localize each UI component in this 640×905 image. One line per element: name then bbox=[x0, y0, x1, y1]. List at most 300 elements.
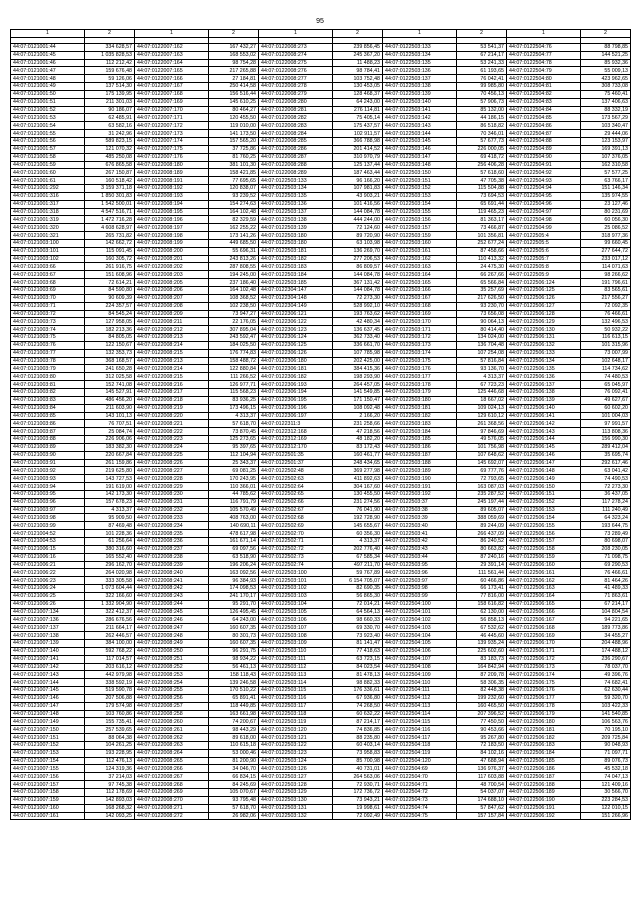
value-cell: 25 084,74 bbox=[85, 428, 135, 436]
value-cell: 70 195,10 bbox=[581, 726, 631, 734]
value-cell: 243 592,47 bbox=[209, 334, 259, 342]
table-row bbox=[11, 428, 631, 436]
cadastral-number-cell: 44:07:0122007:169 bbox=[135, 98, 209, 106]
value-cell: 208 230,05 bbox=[581, 545, 631, 553]
cadastral-number-cell: 44:07:0122506:178 bbox=[507, 702, 581, 710]
cadastral-number-cell: 44:07:0122503:44 bbox=[383, 553, 457, 561]
cadastral-number-cell: 44:07:0122502:69 bbox=[259, 522, 333, 530]
value-cell: 207 506,88 bbox=[85, 694, 135, 702]
value-cell: 65 045,97 bbox=[581, 381, 631, 389]
cadastral-number-cell: 44:07:0122503:136 bbox=[259, 200, 333, 208]
cadastral-number-cell: 44:07:0122506:174 bbox=[507, 671, 581, 679]
value-cell: 231 274,56 bbox=[333, 498, 383, 506]
cadastral-number-cell: 44:07:0121007:159 bbox=[11, 796, 85, 804]
cadastral-number-cell: 44:07:0122503:99 bbox=[383, 592, 457, 600]
cadastral-number-cell: 44:07:0122506:156 bbox=[507, 530, 581, 538]
table-row bbox=[11, 98, 631, 106]
table-row bbox=[11, 341, 631, 349]
value-cell: 4 313,37 bbox=[457, 373, 507, 381]
table-row bbox=[11, 624, 631, 632]
value-cell: 76 466,61 bbox=[581, 310, 631, 318]
value-cell: 176 774,83 bbox=[209, 349, 259, 357]
cadastral-number-cell: 44:07:0122008:238 bbox=[135, 553, 209, 561]
cadastral-number-cell: 44:07:0121003:66 bbox=[11, 263, 85, 271]
value-cell: 54 037,07 bbox=[457, 789, 507, 797]
cadastral-number-cell: 44:07:0122506:139 bbox=[507, 396, 581, 404]
value-cell: 44 186,15 bbox=[457, 114, 507, 122]
cadastral-number-cell: 44:07:0122008:223 bbox=[135, 436, 209, 444]
table-row bbox=[11, 475, 631, 483]
cadastral-number-cell: 44:07:0122502:48 bbox=[259, 467, 333, 475]
value-cell: 107 376,05 bbox=[581, 153, 631, 161]
cadastral-number-cell: 44:07:0122502:65 bbox=[259, 490, 333, 498]
table-row bbox=[11, 436, 631, 444]
table-row bbox=[11, 192, 631, 200]
value-cell: 98 266,62 bbox=[581, 271, 631, 279]
cadastral-number-cell: 44:07:0122008:228 bbox=[135, 475, 209, 483]
value-cell: 163 092,56 bbox=[209, 569, 259, 577]
value-cell: 63 518,90 bbox=[209, 553, 259, 561]
cadastral-number-cell: 44:07:0122503:146 bbox=[383, 145, 457, 153]
table-row bbox=[11, 569, 631, 577]
cadastral-number-cell: 44:07:0122506:135 bbox=[507, 365, 581, 373]
cadastral-number-cell: 44:07:0122008:192 bbox=[135, 185, 209, 193]
value-cell: 198 293,90 bbox=[333, 373, 383, 381]
value-cell: 110 615,18 bbox=[209, 741, 259, 749]
value-cell: 114 734,62 bbox=[581, 365, 631, 373]
cadastral-number-cell: 44:07:0122008:257 bbox=[135, 702, 209, 710]
table-row bbox=[11, 420, 631, 428]
value-cell: 90 609,39 bbox=[85, 294, 135, 302]
cadastral-number-cell: 44:07:0121007:156 bbox=[11, 773, 85, 781]
cadastral-number-cell: 44:07:0122506:145 bbox=[507, 443, 581, 451]
cadastral-number-cell: 44:07:0122008:214 bbox=[135, 341, 209, 349]
cadastral-number-cell: 44:07:0122503:42 bbox=[383, 538, 457, 546]
cadastral-number-cell: 44:07:0122506:125 bbox=[507, 287, 581, 295]
cadastral-number-cell: 44:07:0122506:128 bbox=[507, 310, 581, 318]
cadastral-number-cell: 44:07:0122503:102 bbox=[259, 585, 333, 593]
cadastral-number-cell: 44:07:0122503:133 bbox=[383, 43, 457, 51]
value-cell: 90 453,66 bbox=[457, 726, 507, 734]
table-row bbox=[11, 122, 631, 130]
table-row bbox=[11, 639, 631, 647]
cadastral-number-cell: 44:07:0122503:159 bbox=[383, 232, 457, 240]
value-cell: 676 865,58 bbox=[85, 161, 135, 169]
cadastral-number-cell: 44:07:0122504:102 bbox=[383, 616, 457, 624]
value-cell: 217 556,27 bbox=[581, 294, 631, 302]
cadastral-number-cell: 44:07:0122503:173 bbox=[383, 341, 457, 349]
value-cell: 67 585,34 bbox=[333, 553, 383, 561]
value-cell: 161 671,14 bbox=[209, 538, 259, 546]
cadastral-number-cell: 44:07:0122504:94 bbox=[507, 185, 581, 193]
value-cell: 85 700,98 bbox=[333, 757, 383, 765]
header-cell: 2 bbox=[581, 30, 631, 38]
cadastral-number-cell: 44:07:0122504:111 bbox=[383, 687, 457, 695]
value-cell: 74 200,67 bbox=[209, 718, 259, 726]
value-cell: 163 661,98 bbox=[209, 710, 259, 718]
table-row bbox=[11, 200, 631, 208]
cadastral-number-cell: 44:07:0122008:270 bbox=[135, 796, 209, 804]
value-cell: 109 024,13 bbox=[457, 404, 507, 412]
cadastral-number-cell: 44:07:0122503:103 bbox=[259, 592, 333, 600]
cadastral-number-cell: 44:07:0122008:213 bbox=[135, 357, 209, 365]
cadastral-number-cell: 44:07:0122008:225 bbox=[135, 451, 209, 459]
value-cell: 56 858,13 bbox=[457, 616, 507, 624]
value-cell: 128 468,37 bbox=[333, 90, 383, 98]
cadastral-number-cell: 44:07:0122503:131 bbox=[259, 804, 333, 812]
value-cell: 60 403,14 bbox=[333, 741, 383, 749]
cadastral-number-cell: 44:07:0122503:181 bbox=[259, 247, 333, 255]
cadastral-number-cell: 44:07:0122008:280 bbox=[259, 98, 333, 106]
table-row bbox=[11, 302, 631, 310]
value-cell: 125 446,68 bbox=[457, 388, 507, 396]
value-cell: 66 834,15 bbox=[209, 773, 259, 781]
cadastral-number-cell: 44:07:0122008:212 bbox=[135, 326, 209, 334]
value-cell: 101 416,56 bbox=[333, 200, 383, 208]
value-cell: 77 450,50 bbox=[457, 718, 507, 726]
cadastral-number-cell: 44:07:0121007:142 bbox=[11, 663, 85, 671]
value-cell: 368 168,57 bbox=[85, 357, 135, 365]
cadastral-number-cell: 44:07:0121003:84 bbox=[11, 404, 85, 412]
cadastral-number-cell: 44:07:0122008:193 bbox=[135, 192, 209, 200]
value-cell: 310 970,79 bbox=[333, 153, 383, 161]
value-cell: 164 102,48 bbox=[209, 287, 259, 295]
table-row bbox=[11, 726, 631, 734]
value-cell: 69 290,53 bbox=[581, 561, 631, 569]
table-row bbox=[11, 373, 631, 381]
cadastral-number-cell: 44:07:0122503:189 bbox=[383, 467, 457, 475]
value-cell: 72 273,30 bbox=[581, 483, 631, 491]
table-row bbox=[11, 498, 631, 506]
value-cell: 111 561,44 bbox=[457, 569, 507, 577]
cadastral-number-cell: 44:07:0121007:140 bbox=[11, 647, 85, 655]
value-cell: 4 313,37 bbox=[333, 538, 383, 546]
value-cell: 83 172,43 bbox=[333, 443, 383, 451]
value-cell: 380 316,60 bbox=[85, 545, 135, 553]
cadastral-number-cell: 44:07:0122008:201 bbox=[135, 255, 209, 263]
value-cell: 46 445,60 bbox=[457, 632, 507, 640]
table-row bbox=[11, 232, 631, 240]
cadastral-number-cell: 44:07:0122504:100 bbox=[383, 600, 457, 608]
value-cell: 117 014,57 bbox=[85, 655, 135, 663]
cadastral-number-cell: 44:07:0122506:141 bbox=[507, 412, 581, 420]
value-cell: 111 266,52 bbox=[209, 373, 259, 381]
cadastral-number-cell: 44:07:0122008:274 bbox=[259, 51, 333, 59]
cadastral-number-cell: 44:07:0122503:156 bbox=[383, 216, 457, 224]
value-cell: 528 992,10 bbox=[333, 302, 383, 310]
cadastral-number-cell: 44:07:0122503:182 bbox=[259, 255, 333, 263]
cadastral-number-cell: 44:07:0122008:247 bbox=[135, 624, 209, 632]
cadastral-number-cell: 44:07:0122008:195 bbox=[135, 208, 209, 216]
cadastral-number-cell: 44:07:0122306:195 bbox=[259, 396, 333, 404]
value-cell: 114 071,63 bbox=[581, 263, 631, 271]
cadastral-number-cell: 44:07:0121003:73 bbox=[11, 318, 85, 326]
value-cell: 183 382,30 bbox=[85, 443, 135, 451]
value-cell: 63 582,16 bbox=[85, 122, 135, 130]
value-cell: 132 496,53 bbox=[581, 318, 631, 326]
cadastral-number-cell: 44:07:0122008:251 bbox=[135, 655, 209, 663]
value-cell: 248 434,65 bbox=[333, 459, 383, 467]
table-row bbox=[11, 789, 631, 797]
cadastral-number-cell: 44:07:0121003:68 bbox=[11, 279, 85, 287]
value-cell: 217 626,50 bbox=[457, 294, 507, 302]
cadastral-number-cell: 44:07:0121003:70 bbox=[11, 294, 85, 302]
cadastral-number-cell: 44:07:0122008:263 bbox=[135, 741, 209, 749]
value-cell: 444 244,00 bbox=[333, 216, 383, 224]
value-cell: 478 617,98 bbox=[209, 530, 259, 538]
table-row bbox=[11, 483, 631, 491]
table-row bbox=[11, 608, 631, 616]
cadastral-number-cell: 44:07:0122008:239 bbox=[135, 561, 209, 569]
value-cell: 99 985,80 bbox=[457, 83, 507, 91]
table-row bbox=[11, 130, 631, 138]
value-cell: 122 880,84 bbox=[209, 365, 259, 373]
value-cell: 26 982,06 bbox=[209, 812, 259, 820]
value-cell: 141 173,50 bbox=[209, 130, 259, 138]
cadastral-number-cell: 44:07:0122503:113 bbox=[259, 671, 333, 679]
cadastral-number-cell: 44:07:0121003:101 bbox=[11, 247, 85, 255]
cadastral-number-cell: 44:07:0122503:122 bbox=[259, 741, 333, 749]
cadastral-number-cell: 44:07:0121003:86 bbox=[11, 420, 85, 428]
value-cell: 90 048,93 bbox=[581, 741, 631, 749]
cadastral-number-cell: 44:07:0122503:161 bbox=[383, 247, 457, 255]
value-cell: 136 637,45 bbox=[333, 326, 383, 334]
value-cell: 152 741,08 bbox=[85, 381, 135, 389]
value-cell: 171 150,47 bbox=[333, 396, 383, 404]
value-cell: 42 480,34 bbox=[333, 318, 383, 326]
value-cell: 308 733,08 bbox=[581, 83, 631, 91]
value-cell: 135 974,55 bbox=[581, 192, 631, 200]
cadastral-number-cell: 44:07:0121003:71 bbox=[11, 302, 85, 310]
value-cell: 77 418,63 bbox=[333, 647, 383, 655]
cadastral-number-cell: 44:07:0122504:99 bbox=[507, 224, 581, 232]
table-row bbox=[11, 585, 631, 593]
value-cell: 261 368,56 bbox=[457, 420, 507, 428]
cadastral-number-cell: 44:07:0122008:234 bbox=[135, 522, 209, 530]
value-cell: 118 449,85 bbox=[209, 702, 259, 710]
page-number: 95 bbox=[316, 18, 324, 25]
value-cell: 108 092,48 bbox=[333, 404, 383, 412]
cadastral-number-cell: 44:07:0122008:253 bbox=[135, 671, 209, 679]
value-cell: 48 182,20 bbox=[333, 436, 383, 444]
table-row bbox=[11, 404, 631, 412]
cadastral-number-cell: 44:07:0122506:187 bbox=[507, 773, 581, 781]
table-row bbox=[11, 514, 631, 522]
cadastral-number-cell: 44:07:0122008:221 bbox=[135, 420, 209, 428]
value-cell: 119 010,00 bbox=[209, 122, 259, 130]
value-cell: 121 070,32 bbox=[85, 145, 135, 153]
cadastral-number-cell: 44:07:0122503:137 bbox=[259, 208, 333, 216]
value-cell: 84 023,54 bbox=[333, 663, 383, 671]
value-cell: 144 521,25 bbox=[581, 51, 631, 59]
cadastral-number-cell: 44:07:0122504:101 bbox=[383, 608, 457, 616]
cadastral-number-cell: 44:07:0122008:273 bbox=[259, 43, 333, 51]
cadastral-number-cell: 44:07:0122504:76 bbox=[507, 43, 581, 51]
cadastral-number-cell: 44:07:0122503:154 bbox=[383, 200, 457, 208]
cadastral-number-cell: 44:07:0122504:92 bbox=[507, 169, 581, 177]
value-cell: 67 214,17 bbox=[581, 600, 631, 608]
cadastral-number-cell: 44:07:0122008:278 bbox=[259, 83, 333, 91]
cadastral-number-cell: 44:07:0122503:124 bbox=[259, 757, 333, 765]
cadastral-number-cell: 44:07:0122008:279 bbox=[259, 90, 333, 98]
value-cell: 174 098,53 bbox=[209, 585, 259, 593]
cadastral-number-cell: 44:07:0122306:193 bbox=[259, 381, 333, 389]
value-cell: 157 565,20 bbox=[209, 137, 259, 145]
table-row bbox=[11, 734, 631, 742]
cadastral-number-cell: 44:07:0122502:72 bbox=[259, 545, 333, 553]
cadastral-number-cell: 44:07:0122008:226 bbox=[135, 459, 209, 467]
cadastral-number-cell: 44:07:0121004:53 bbox=[11, 538, 85, 546]
value-cell: 89 618,00 bbox=[209, 734, 259, 742]
value-cell: 154 274,63 bbox=[209, 200, 259, 208]
value-cell: 151 266,96 bbox=[581, 812, 631, 820]
value-cell: 95 291,70 bbox=[209, 600, 259, 608]
cadastral-number-cell: 44:07:0122503:109 bbox=[259, 639, 333, 647]
value-cell: 224 357,57 bbox=[85, 302, 135, 310]
cadastral-number-cell: 44:07:0122312:170 bbox=[259, 443, 333, 451]
value-cell: 264 020,98 bbox=[85, 569, 135, 577]
cadastral-number-cell: 44:07:0122008:211 bbox=[135, 318, 209, 326]
cadastral-number-cell: 44:07:0122502:64 bbox=[259, 483, 333, 491]
value-cell: 102 648,17 bbox=[581, 357, 631, 365]
value-cell: 173 567,29 bbox=[581, 114, 631, 122]
value-cell: 88 332,19 bbox=[581, 106, 631, 114]
cadastral-number-cell: 44:07:0122502:70 bbox=[259, 530, 333, 538]
cadastral-number-cell: 44:07:0122506:169 bbox=[507, 632, 581, 640]
cadastral-number-cell: 44:07:0122503:177 bbox=[383, 373, 457, 381]
value-cell: 86 809,57 bbox=[333, 263, 383, 271]
value-cell: 384 100,00 bbox=[85, 639, 135, 647]
value-cell: 151 146,34 bbox=[581, 185, 631, 193]
value-cell: 49 627,67 bbox=[581, 396, 631, 404]
value-cell: 233 017,12 bbox=[581, 255, 631, 263]
value-cell: 34 046,70 bbox=[209, 765, 259, 773]
cadastral-number-cell: 44:07:0122008:244 bbox=[135, 600, 209, 608]
value-cell: 80 464,27 bbox=[209, 106, 259, 114]
value-cell: 486 456,20 bbox=[85, 396, 135, 404]
value-cell: 63 041,42 bbox=[581, 467, 631, 475]
table-row bbox=[11, 796, 631, 804]
cadastral-number-cell: 44:07:0122008:250 bbox=[135, 647, 209, 655]
cadastral-number-cell: 44:07:0122503:129 bbox=[259, 789, 333, 797]
value-cell: 112 212,42 bbox=[85, 59, 135, 67]
value-cell: 57 847,62 bbox=[457, 804, 507, 812]
value-cell: 76 466,61 bbox=[581, 569, 631, 577]
cadastral-number-cell: 44:07:0122008:237 bbox=[135, 545, 209, 553]
cadastral-number-cell: 44:07:0122503:165 bbox=[383, 279, 457, 287]
value-cell: 277 644,72 bbox=[581, 247, 631, 255]
value-cell: 239 856,45 bbox=[333, 43, 383, 51]
value-cell: 90 186,07 bbox=[85, 106, 135, 114]
value-cell: 67 936,80 bbox=[333, 694, 383, 702]
value-cell: 87 469,48 bbox=[85, 522, 135, 530]
value-cell: 74 268,50 bbox=[333, 702, 383, 710]
value-cell: 84 590,80 bbox=[85, 287, 135, 295]
cadastral-number-cell: 44:07:0121006:24 bbox=[11, 585, 85, 593]
cadastral-number-cell: 44:07:0122504:87 bbox=[507, 130, 581, 138]
cadastral-number-cell: 44:07:0122008:213 bbox=[135, 334, 209, 342]
cadastral-number-cell: 44:07:0121007:138 bbox=[11, 632, 85, 640]
table-row bbox=[11, 271, 631, 279]
cadastral-number-cell: 44:07:0122306:122 bbox=[259, 318, 333, 326]
cadastral-number-cell: 44:07:0122506:165 bbox=[507, 600, 581, 608]
value-cell: 144 084,78 bbox=[333, 287, 383, 295]
table-row bbox=[11, 749, 631, 757]
value-cell: 35 695,74 bbox=[581, 451, 631, 459]
value-cell: 211 664,17 bbox=[85, 624, 135, 632]
value-cell: 6 154 705,07 bbox=[333, 577, 383, 585]
table-row bbox=[11, 247, 631, 255]
value-cell: 112 104,94 bbox=[209, 451, 259, 459]
value-cell: 519 590,78 bbox=[85, 687, 135, 695]
value-cell: 241 170,17 bbox=[209, 592, 259, 600]
cadastral-number-cell: 44:07:0122504:120 bbox=[383, 757, 457, 765]
value-cell: 143 727,53 bbox=[85, 475, 135, 483]
cadastral-number-cell: 44:07:0122306:125 bbox=[259, 341, 333, 349]
cadastral-number-cell: 44:07:0122008:229 bbox=[135, 483, 209, 491]
cadastral-number-cell: 44:07:0122008:254 bbox=[135, 679, 209, 687]
cadastral-number-cell: 44:07:0121003:69 bbox=[11, 287, 85, 295]
table-row bbox=[11, 287, 631, 295]
value-cell: 75 405,14 bbox=[333, 114, 383, 122]
value-cell: 76 042,41 bbox=[457, 75, 507, 83]
cadastral-number-cell: 44:07:0122506:142 bbox=[507, 420, 581, 428]
cadastral-number-cell: 44:07:0122503:140 bbox=[383, 98, 457, 106]
cadastral-number-cell: 44:07:0122504:105 bbox=[383, 639, 457, 647]
value-cell: 304 167,60 bbox=[333, 483, 383, 491]
cadastral-number-cell: 44:07:0122505:7 bbox=[507, 255, 581, 263]
value-cell: 49 396,76 bbox=[581, 671, 631, 679]
value-cell: 408 763,00 bbox=[209, 514, 259, 522]
cadastral-number-cell: 44:07:0122502:63 bbox=[259, 475, 333, 483]
table-row bbox=[11, 67, 631, 75]
cadastral-number-cell: 44:07:0121007:147 bbox=[11, 702, 85, 710]
value-cell: 64 243,00 bbox=[209, 616, 259, 624]
value-cell: 173 141,26 bbox=[209, 232, 259, 240]
cadastral-number-cell: 44:07:0122008:189 bbox=[135, 169, 209, 177]
value-cell: 37 725,86 bbox=[209, 145, 259, 153]
cadastral-number-cell: 44:07:0122503:95 bbox=[383, 561, 457, 569]
cadastral-number-cell: 44:07:0122501:35 bbox=[259, 451, 333, 459]
value-cell: 88 064,38 bbox=[85, 734, 135, 742]
value-cell: 62 485,91 bbox=[85, 114, 135, 122]
cadastral-number-cell: 44:07:0122008:268 bbox=[135, 781, 209, 789]
value-cell: 449 685,50 bbox=[209, 239, 259, 247]
table-row bbox=[11, 145, 631, 153]
value-cell: 226 906,06 bbox=[85, 436, 135, 444]
value-cell: 101 315,96 bbox=[581, 341, 631, 349]
value-cell: 104 804,54 bbox=[581, 608, 631, 616]
value-cell: 322 166,60 bbox=[85, 592, 135, 600]
table-row bbox=[11, 655, 631, 663]
value-cell: 61 256,64 bbox=[85, 538, 135, 546]
cadastral-number-cell: 44:07:0122502:68 bbox=[259, 514, 333, 522]
value-cell: 112 178,69 bbox=[85, 789, 135, 797]
cadastral-number-cell: 44:07:0122008:271 bbox=[135, 804, 209, 812]
cadastral-number-cell: 44:07:0122502:74 bbox=[259, 561, 333, 569]
cadastral-number-cell: 44:07:0122007:173 bbox=[135, 130, 209, 138]
value-cell: 24 475,30 bbox=[457, 263, 507, 271]
value-cell: 70 456,13 bbox=[457, 90, 507, 98]
table-row bbox=[11, 741, 631, 749]
value-cell: 101 228,36 bbox=[85, 530, 135, 538]
value-cell: 61 193,65 bbox=[457, 67, 507, 75]
value-cell: 47 218,56 bbox=[333, 428, 383, 436]
value-cell: 74 490,53 bbox=[581, 475, 631, 483]
value-cell: 119 465,23 bbox=[457, 208, 507, 216]
value-cell: 103 422,33 bbox=[581, 702, 631, 710]
cadastral-number-cell: 44:07:0122503:152 bbox=[383, 185, 457, 193]
